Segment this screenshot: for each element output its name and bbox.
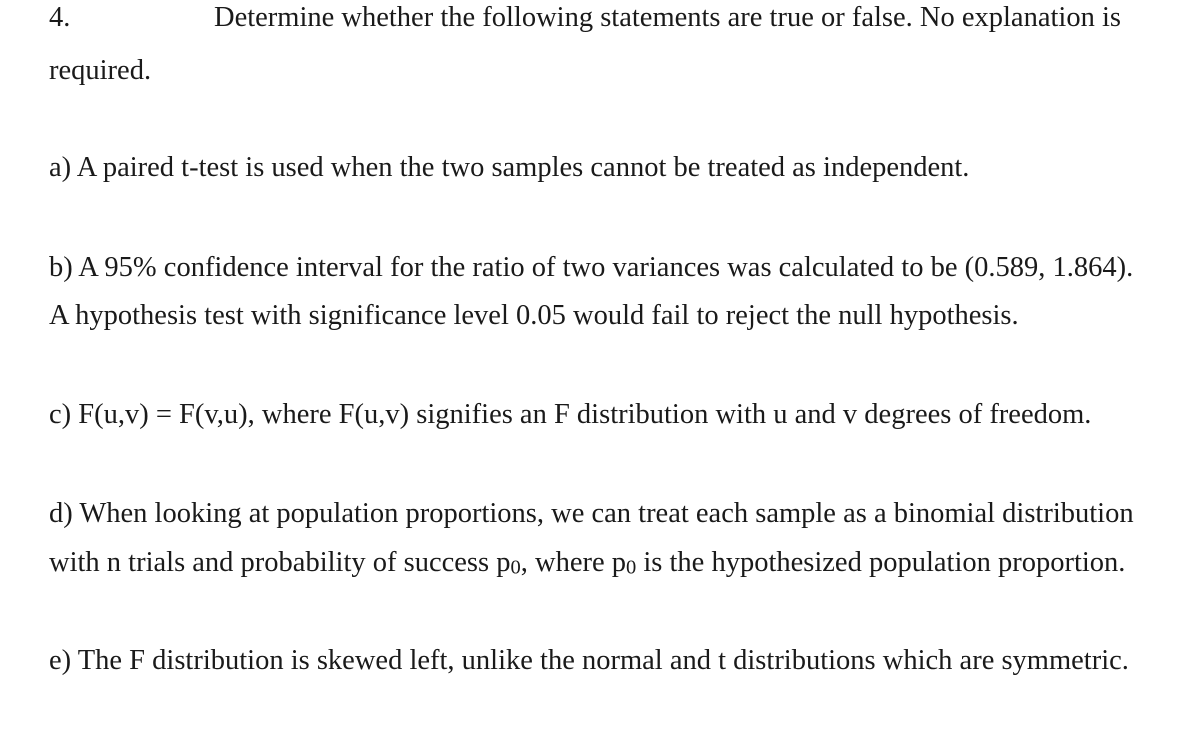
- statement-a: a) A paired t-test is used when the two samples cannot be treated as independent.: [49, 152, 970, 183]
- statement-c: c) F(u,v) = F(v,u), where F(u,v) signifies an F distribution with u and v degrees of freedom.: [49, 399, 1092, 430]
- statement-d-text-2: , where p: [520, 547, 626, 578]
- question-number: 4.: [49, 2, 71, 33]
- subscript-zero: 0: [625, 556, 637, 579]
- statement-d-line-1: d) When looking at population proportions, we can treat each sample as a binomial distribution: [49, 498, 1134, 529]
- statement-e: e) The F distribution is skewed left, unlike the normal and t distributions which are symmetric.: [49, 645, 1129, 676]
- statement-d-text-3: is the hypothesized population proportion.: [636, 547, 1126, 578]
- statement-b-line-1: b) A 95% confidence interval for the ratio of two variances was calculated to be (0.589, 1.864).: [49, 252, 1134, 283]
- question-intro-line-2: required.: [49, 55, 152, 86]
- statement-b-line-2: A hypothesis test with significance level 0.05 would fail to reject the null hypothesis.: [49, 300, 1019, 331]
- subscript-zero: 0: [510, 556, 521, 579]
- statement-d-text-1: with n trials and probability of success p: [49, 547, 511, 578]
- question-intro-line-1: Determine whether the following statements are true or false. No explanation is: [214, 2, 1121, 33]
- statement-d-line-2: [49, 549, 1125, 578]
